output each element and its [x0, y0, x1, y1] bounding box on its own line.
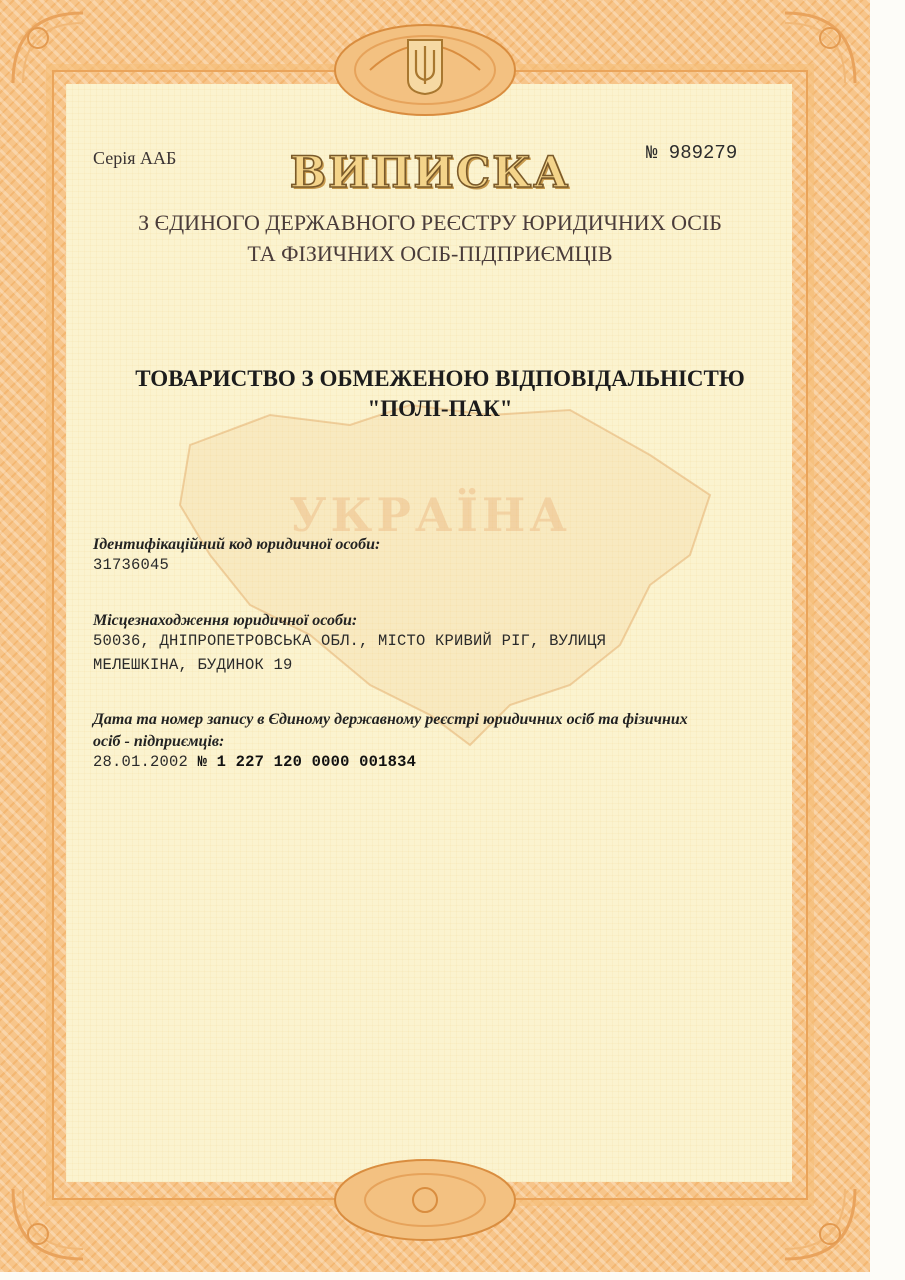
map-watermark	[150, 385, 730, 765]
record-number-sign: №	[197, 753, 208, 771]
record-value	[93, 753, 416, 771]
corner-ornament-top-right	[780, 8, 860, 88]
coat-of-arms-ornament	[330, 0, 520, 120]
organization-name-line-2: "ПОЛІ-ПАК"	[367, 396, 513, 421]
series-label: Серія ААБ	[93, 148, 177, 168]
location-value-line-2: МЕЛЕШКІНА, БУДИНОК 19	[93, 656, 293, 674]
organization-name-line-1: ТОВАРИСТВО З ОБМЕЖЕНОЮ ВІДПОВІДАЛЬНІСТЮ	[135, 366, 745, 391]
code-label: Ідентифікаційний код юридичної особи:	[93, 536, 381, 553]
subtitle-line-2: ТА ФІЗИЧНИХ ОСІБ-ПІДПРИЄМЦІВ	[247, 241, 613, 266]
bottom-ornament	[330, 1150, 520, 1250]
code-value: 31736045	[93, 556, 170, 574]
watermark-word: УКРАЇНА	[289, 488, 571, 542]
document-number: № 989279	[646, 142, 738, 164]
corner-ornament-bottom-left	[8, 1184, 88, 1264]
subtitle-line-1: З ЄДИНОГО ДЕРЖАВНОГО РЕЄСТРУ ЮРИДИЧНИХ ОСІБ	[138, 210, 722, 235]
trident-icon	[408, 40, 442, 94]
corner-ornament-top-left	[8, 8, 88, 88]
document-title: ВИПИСКА	[289, 148, 571, 198]
record-number: 1 227 120 0000 001834	[216, 753, 417, 771]
location-label: Місцезнаходження юридичної особи:	[93, 612, 358, 629]
record-label-line-2: осіб - підприємців:	[93, 733, 225, 750]
record-date: 28.01.2002	[93, 753, 189, 771]
location-value-line-1: 50036, ДНІПРОПЕТРОВСЬКА ОБЛ., МІСТО КРИВИЙ РІГ, ВУЛИЦЯ	[93, 632, 607, 650]
record-label-line-1: Дата та номер запису в Єдиному державному реєстрі юридичних осіб та фізичних	[93, 711, 688, 728]
corner-ornament-bottom-right	[780, 1184, 860, 1264]
